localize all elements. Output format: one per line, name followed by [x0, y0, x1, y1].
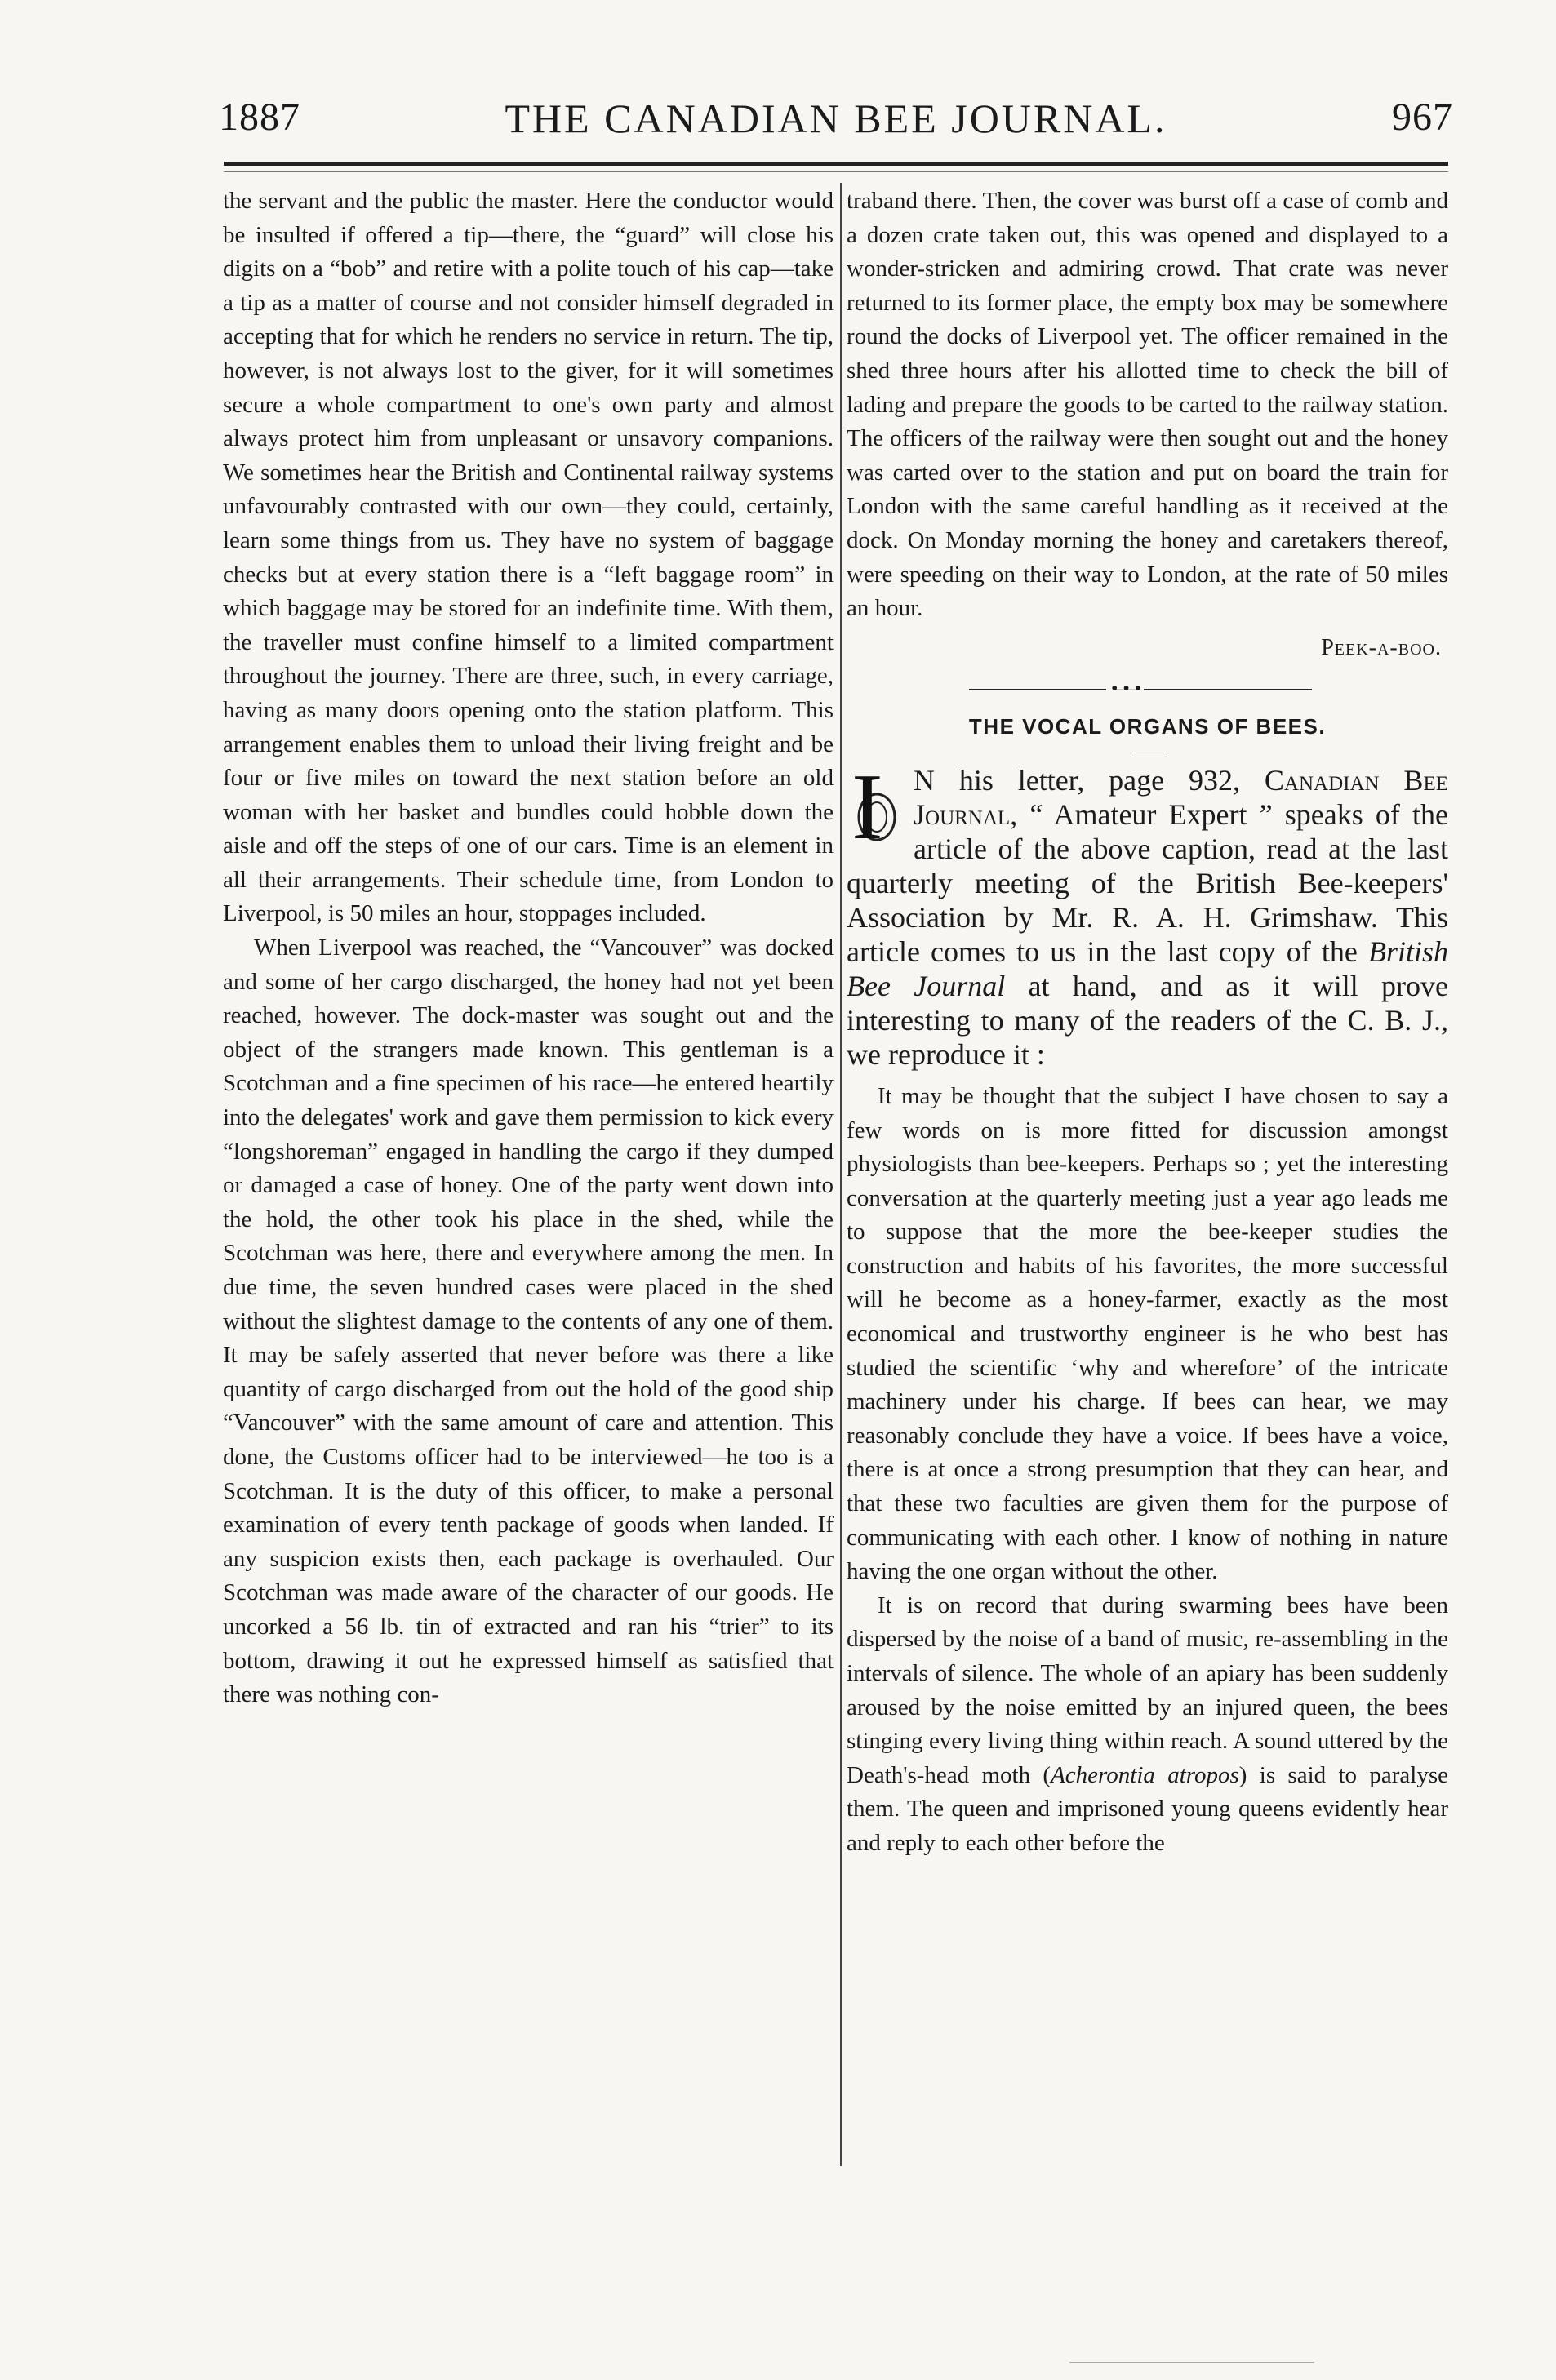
lead-text-2: , “ Amateur Expert ” speaks of the article of the above caption, read at the last quarterly meeting of the British Bee-keepers' Association by Mr. R. A. H. Grimshaw. This article comes to us in the last copy of the — [847, 797, 1448, 968]
section-divider — [847, 677, 1448, 700]
footer-rule — [1069, 2362, 1314, 2363]
article-paragraph-2-text-2: ) is said to paralyse them. The queen and imprisoned young queens evidently hear and reply to each other before the — [847, 1761, 1448, 1856]
left-paragraph-2: When Liverpool was reached, the “Vancouver” was docked and some of her cargo discharged, the honey had not yet been reached, however. The dock-master was sought out and the object of the strangers made known. This gentleman is a Scotchman and a fine specimen of his race—he entered heartily into the delegates' work and gave them permission to kick every “longshoreman” engaged in handling the cargo if they dumped or damaged a case of honey. One of the party went down into the hold, the other took his place in the shed, while the Scotchman was here, there and everywhere among the men. In due time, the seven hundred cases were placed in the shed without the slightest damage to the contents of any one of them. It may be safely asserted that never before was there a like quantity of cargo discharged from out the hold of the good ship “Vancouver” with the same amount of care and attention. This done, the Customs officer had to be interviewed—he too is a Scotchman. It is the duty of this officer, to make a personal examination of every tenth package of goods when landed. If any suspicion exists then, each package is overhauled. Our Scotchman was made aware of the character of our goods. He uncorked a 56 lb. tin of extracted and ran his “trier” to its bottom, drawing it out he expressed himself as satisfied that there was nothing con- — [223, 935, 834, 1708]
dropcap-letter: I — [851, 754, 883, 859]
column-divider-rule — [840, 183, 842, 2166]
header-thin-rule — [224, 171, 1448, 172]
page-number: 967 — [1392, 95, 1453, 139]
article-title: THE VOCAL ORGANS OF BEES. — [968, 714, 1327, 739]
running-head — [219, 88, 1453, 153]
journal-title: THE CANADIAN BEE JOURNAL. — [505, 95, 1167, 141]
header-thick-rule — [224, 162, 1448, 166]
lead-british-journal: British Bee Journal — [847, 935, 1448, 1002]
article-paragraph-2 — [847, 1589, 1448, 1861]
article-paragraph-2-text-1: It is on record that during swarming bees have been dispersed by the noise of a band of music, re-assembling in the intervals of silence. The whole of an apiary has been suddenly aroused by the noise emitted by an injured queen, the bees stinging every living thing within reach. A sound uttered by the Death's-head moth ( — [847, 1592, 1448, 1788]
dropcap — [847, 754, 907, 861]
left-paragraph-1: the servant and the public the master. Here the conductor would be insulted if offered a tip—there, the “guard” will close his digits on a “bob” and retire with a polite touch of his cap—take a tip as a matter of course and not consider himself degraded in accepting that for which he renders no service in return. The tip, however, is not always lost to the giver, for it will sometimes secure a whole compartment to one's own party and almost always protect him from unpleasant or unsavory companions. We sometimes hear the British and Continental railway systems unfavourably contrasted with our own—they could, certainly, learn some things from us. They have no system of baggage checks but at every station there is a “left baggage room” in which baggage may be stored for an indefinite time. With them, the traveller must confine himself to a limited compartment throughout the journey. There are three, such, in every carriage, having as many doors opening onto the station platform. This arrangement enables them to unload their living freight and be four or five miles on toward the next station before an old woman with her basket and bundles could hobble down the aisle and off the steps of one of our cars. Time is an element in all their arrangements. Their schedule time, from London to Liverpool, is 50 miles an hour, stoppages included. — [223, 188, 834, 927]
right-continuation-paragraph: traband there. Then, the cover was burst off a case of comb and a dozen crate taken out, this was opened and displayed to a wonder-stricken and admiring crowd. That crate was never returned to its former place, the empty box may be somewhere round the docks of Liverpool yet. The officer remained in the shed three hours after his allotted time to check the bill of lading and prepare the goods to be carted to the railway station. The officers of the railway were then sought out and the honey was carted over to the station and put on board the train for London with the same careful handling as it received at the dock. On Monday morning the honey and caretakers thereof, were speeding on their way to London, at the rate of 50 miles an hour. — [847, 188, 1448, 622]
lead-journal-name: Canadian Bee Journal — [914, 763, 1448, 831]
divider-ornament: •–•–• — [1106, 677, 1144, 700]
article-paragraph-1: It may be thought that the subject I have chosen to say a few words on is more fitted for discussion amongst physiologists than bee-keepers. Perhaps so ; yet the interesting conversation at the quarterly meeting just a year ago leads me to suppose that the more the bee-keeper studies the construction and habits of his favorites, the more successful will he become as a honey-farmer, exactly as the most economical and trustworthy engineer is he who best has studied the scientific ‘why and wherefore’ of the intricate machinery under his charge. If bees can hear, we may reasonably conclude they have a voice. If bees have a voice, there is at once a strong presumption that they can hear, and that these two faculties are given them for the purpose of communicating with each other. I know of nothing in nature having the one organ without the other. — [847, 1082, 1448, 1585]
lead-text-1: N his letter, page 932, — [914, 763, 1265, 797]
header-year: 1887 — [219, 95, 300, 139]
right-column — [847, 184, 1448, 1861]
article-lead-paragraph — [847, 754, 1449, 1072]
left-column — [223, 184, 834, 1712]
lead-text-3: at hand, and as it will prove interesting to many of the readers of the C. B. J., we reproduce it : — [847, 969, 1449, 1071]
author-signature: Peek-a-boo. — [1321, 634, 1442, 660]
species-name: Acherontia atropos — [1051, 1761, 1239, 1788]
